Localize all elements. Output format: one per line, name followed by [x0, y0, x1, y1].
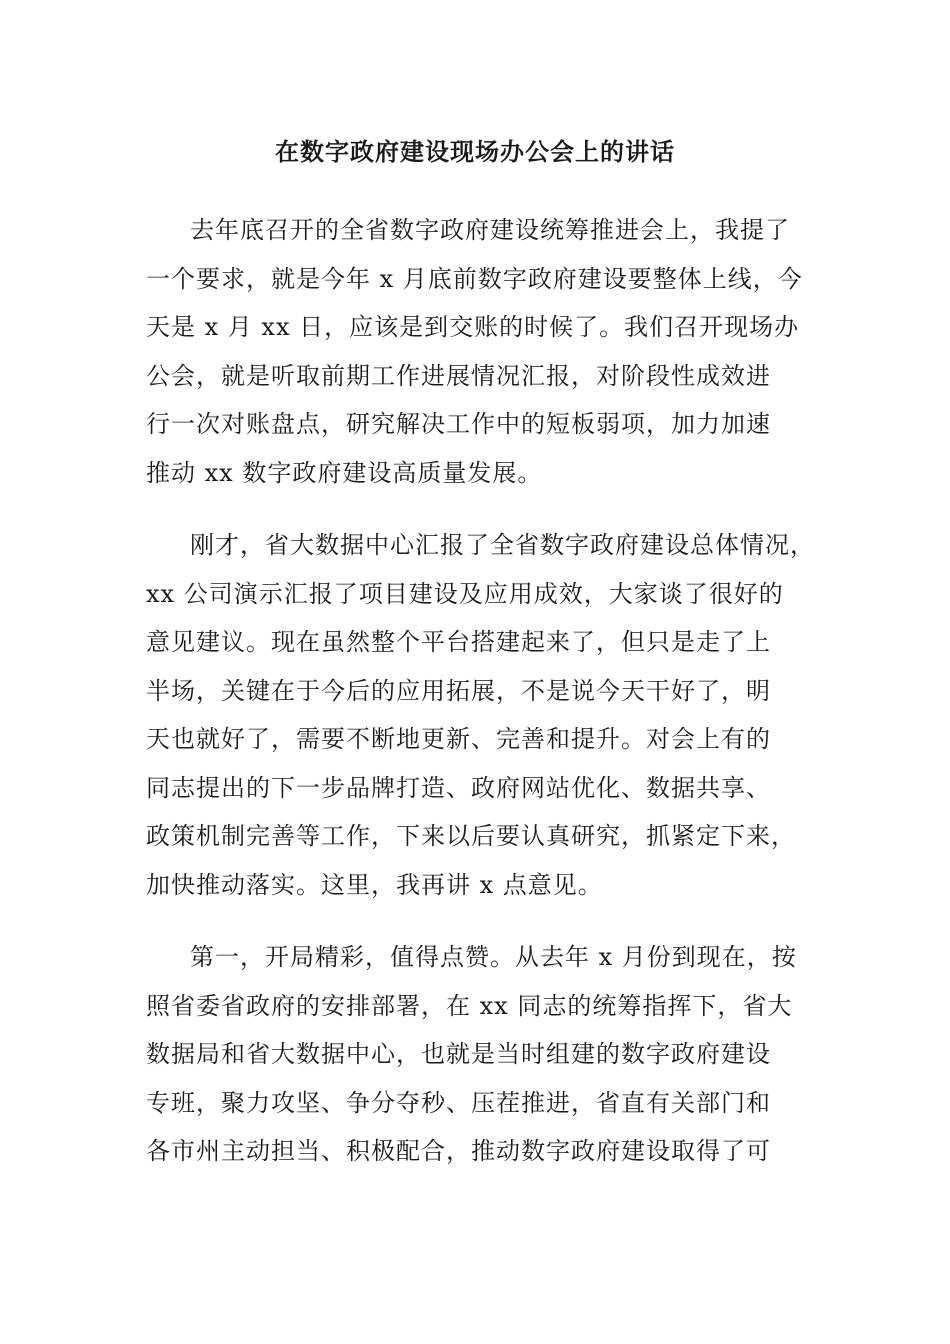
text-line: 天是 x 月 xx 日，应该是到交账的时候了。我们召开现场办 — [146, 313, 800, 341]
text-line: 刚才，省大数据中心汇报了全省数字政府建设总体情况， — [190, 531, 815, 559]
paragraph-3 — [146, 933, 826, 1176]
text-line: 照省委省政府的安排部署，在 xx 同志的统筹指挥下，省大 — [146, 991, 793, 1020]
text-line: 半场，关键在于今后的应用拓展，不是说今天干好了，明 — [146, 676, 771, 705]
text-line: 第一，开局精彩，值得点赞。从去年 x 月份到现在，按 — [190, 943, 797, 971]
text-line: 行一次对账盘点，研究解决工作中的短板弱项，加力加速 — [146, 410, 771, 438]
text-line: 专班，聚力攻坚、争分夺秒、压茬推进，省直有关部门和 — [146, 1088, 771, 1117]
text-line: 去年底召开的全省数字政府建设统筹推进会上，我提了 — [190, 216, 790, 244]
text-line: 同志提出的下一步品牌打造、政府网站优化、数据共享、 — [146, 773, 771, 802]
text-line: 公会，就是听取前期工作进展情况汇报，对阶段性成效进 — [146, 361, 771, 390]
document-title: 在数字政府建设现场办公会上的讲话 — [275, 137, 675, 166]
text-line: 意见建议。现在虽然整个平台搭建起来了，但只是走了上 — [146, 628, 771, 656]
text-line: 推动 xx 数字政府建设高质量发展。 — [146, 458, 543, 487]
text-line: 政策机制完善等工作，下来以后要认真研究，抓紧定下来， — [146, 822, 796, 850]
text-line: 天也就好了，需要不断地更新、完善和提升。对会上有的 — [146, 725, 771, 753]
text-line: 一个要求，就是今年 x 月底前数字政府建设要整体上线，今 — [146, 264, 803, 293]
text-line: 各市州主动担当、积极配合，推动数字政府建设取得了可 — [146, 1137, 771, 1165]
text-line: 加快推动落实。这里，我再讲 x 点意见。 — [146, 870, 603, 899]
text-line: 数据局和省大数据中心，也就是当时组建的数字政府建设 — [146, 1040, 771, 1068]
text-line: xx 公司演示汇报了项目建设及应用成效，大家谈了很好的 — [146, 579, 784, 608]
document-body — [146, 206, 826, 1200]
paragraph-2 — [146, 521, 826, 909]
paragraph-1 — [146, 206, 826, 497]
